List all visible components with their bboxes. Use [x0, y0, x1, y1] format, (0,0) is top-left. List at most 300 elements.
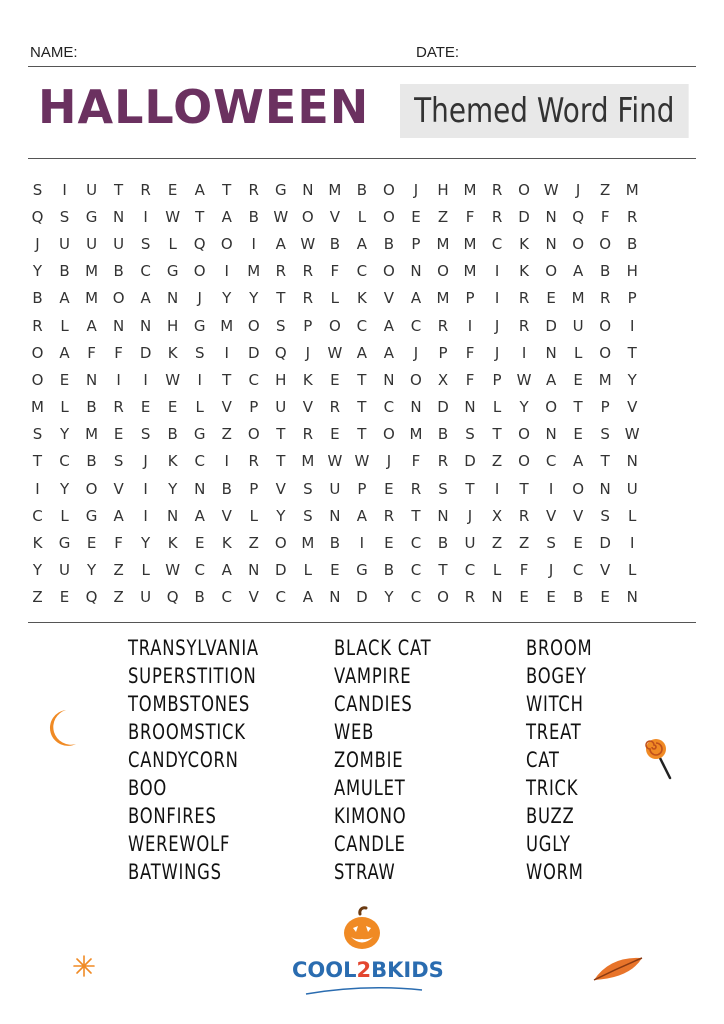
grid-cell: R [599, 289, 611, 308]
grid-cell: Q [193, 234, 206, 253]
word-list-item: CANDLE [334, 832, 406, 856]
grid-cell: I [629, 316, 635, 335]
grid-cell: D [437, 398, 449, 417]
grid-cell: I [521, 343, 527, 362]
grid-cell: R [383, 506, 395, 525]
word-list-item: BATWINGS [128, 860, 222, 884]
word-list-item: TREAT [526, 720, 582, 744]
grid-cell: T [222, 180, 232, 199]
grid-cell: J [386, 452, 392, 471]
grid-cell: Y [32, 561, 43, 580]
grid-cell: C [59, 452, 70, 471]
grid-cell: A [221, 561, 232, 580]
grid-cell: E [194, 534, 205, 553]
grid-cell: B [437, 534, 449, 553]
grid-cell: C [572, 561, 584, 580]
grid-cell: R [491, 180, 503, 199]
grid-cell: D [464, 452, 476, 471]
star-icon [72, 954, 96, 978]
word-list-item: UGLY [526, 832, 571, 856]
grid-cell: O [31, 370, 44, 389]
grid-cell: M [625, 180, 639, 199]
grid-cell: E [59, 370, 70, 389]
grid-cell: Z [437, 207, 449, 226]
grid-cell: E [140, 398, 151, 417]
grid-cell: I [224, 262, 229, 281]
grid-cell: E [546, 289, 556, 308]
grid-cell: R [518, 506, 530, 525]
grid-cell: Q [274, 343, 287, 362]
grid-top-divider [28, 158, 696, 159]
grid-cell: R [518, 316, 530, 335]
grid-cell: O [437, 262, 449, 281]
grid-cell: D [599, 534, 611, 553]
grid-cell: M [85, 425, 99, 444]
grid-cell: C [410, 561, 422, 580]
moon-icon [46, 708, 80, 748]
grid-cell: M [85, 289, 99, 308]
grid-cell: T [222, 370, 232, 389]
grid-cell: A [545, 370, 557, 389]
grid-cell: S [600, 425, 610, 444]
grid-cell: F [465, 370, 475, 389]
header-line [28, 66, 696, 67]
grid-cell: O [85, 479, 98, 498]
word-list-item: ZOMBIE [334, 748, 404, 772]
grid-cell: S [465, 425, 475, 444]
grid-cell: U [86, 180, 98, 199]
grid-cell: L [141, 561, 150, 580]
grid-cell: O [31, 343, 44, 362]
grid-cell: H [167, 316, 179, 335]
grid-cell: S [140, 425, 151, 444]
grid-cell: M [301, 452, 315, 471]
grid-cell: T [276, 289, 286, 308]
grid-cell: M [247, 262, 261, 281]
grid-cell: F [330, 262, 340, 281]
grid-cell: B [86, 398, 97, 417]
grid-cell: E [573, 534, 583, 553]
word-list-item: TOMBSTONES [128, 692, 251, 716]
grid-cell: T [357, 370, 367, 389]
grid-row [24, 339, 700, 366]
grid-cell: O [545, 262, 558, 281]
grid-cell: Q [166, 588, 179, 607]
word-list-item: BOO [128, 776, 168, 800]
grid-cell: C [194, 452, 205, 471]
grid-cell: C [383, 398, 395, 417]
word-list-item: WEREWOLF [128, 832, 231, 856]
word-list-item: WORM [526, 860, 584, 884]
grid-row [24, 285, 700, 312]
word-list-column-3 [526, 634, 611, 886]
grid-cell: F [465, 207, 475, 226]
grid-cell: B [59, 262, 70, 281]
grid-cell: N [626, 452, 638, 471]
grid-cell: O [383, 180, 395, 199]
grid-cell: N [140, 316, 152, 335]
grid-cell: V [383, 289, 395, 308]
grid-cell: C [356, 262, 368, 281]
grid-cell: B [437, 425, 449, 444]
word-list-item: BROOMSTICK [128, 720, 246, 744]
grid-cell: W [516, 370, 532, 389]
grid-cell: R [626, 207, 638, 226]
grid-cell: V [600, 561, 611, 580]
grid-cell: T [276, 452, 286, 471]
grid-cell: Y [249, 289, 259, 308]
grid-cell: M [571, 289, 585, 308]
grid-cell: O [220, 234, 233, 253]
word-list-item: VAMPIRE [334, 664, 412, 688]
grid-cell: E [519, 588, 529, 607]
grid-cell: I [143, 207, 148, 226]
grid-cell: N [545, 207, 557, 226]
grid-cell: Y [141, 534, 151, 553]
grid-cell: X [437, 370, 449, 389]
grid-cell: Z [113, 588, 124, 607]
word-list-item: WEB [334, 720, 375, 744]
grid-cell: S [438, 479, 448, 498]
grid-cell: I [35, 479, 40, 498]
grid-cell: C [410, 588, 422, 607]
word-list-item: TRICK [526, 776, 579, 800]
grid-row [24, 176, 700, 203]
word-list-item: AMULET [334, 776, 406, 800]
grid-cell: W [543, 180, 559, 199]
grid-cell: A [86, 316, 97, 335]
grid-cell: E [330, 561, 340, 580]
grid-cell: B [356, 180, 368, 199]
grid-cell: S [194, 343, 205, 362]
grid-row [24, 230, 700, 257]
grid-cell: N [194, 479, 206, 498]
grid-cell: W [327, 452, 343, 471]
grid-cell: J [143, 452, 148, 471]
grid-cell: L [303, 561, 312, 580]
grid-cell: M [301, 534, 315, 553]
grid-cell: Y [627, 370, 637, 389]
grid-cell: U [626, 479, 638, 498]
grid-cell: A [59, 289, 70, 308]
word-list-item: KIMONO [334, 804, 407, 828]
grid-cell: I [494, 289, 500, 308]
grid-cell: G [193, 316, 206, 335]
grid-cell: N [599, 479, 611, 498]
grid-cell: N [112, 316, 125, 335]
grid-cell: L [628, 506, 637, 525]
grid-cell: U [59, 234, 71, 253]
grid-cell: F [411, 452, 421, 471]
grid-cell: C [410, 534, 422, 553]
grid-row [24, 394, 700, 421]
grid-cell: Y [276, 506, 286, 525]
word-list-column-1 [128, 634, 296, 886]
grid-cell: B [248, 207, 259, 226]
grid-cell: I [251, 234, 256, 253]
grid-cell: C [194, 561, 205, 580]
grid-cell: K [167, 452, 178, 471]
grid-cell: O [383, 207, 395, 226]
grid-cell: N [167, 289, 179, 308]
grid-cell: U [140, 588, 152, 607]
grid-cell: V [221, 506, 232, 525]
grid-cell: M [436, 289, 450, 308]
grid-cell: L [492, 398, 502, 417]
grid-cell: T [438, 561, 448, 580]
grid-cell: E [167, 180, 178, 199]
grid-cell: R [437, 452, 449, 471]
grid-cell: G [85, 506, 98, 525]
grid-cell: Z [518, 534, 530, 553]
grid-cell: D [247, 343, 260, 362]
grid-cell: I [629, 534, 635, 553]
grid-cell: I [197, 370, 202, 389]
grid-cell: B [167, 425, 178, 444]
logo-swoosh-icon [304, 984, 424, 998]
word-list-item: TRANSYLVANIA [128, 636, 259, 660]
grid-cell: S [113, 452, 124, 471]
grid-cell: I [548, 479, 554, 498]
grid-cell: R [302, 262, 314, 281]
pumpkin-icon [342, 906, 382, 952]
grid-cell: S [140, 234, 151, 253]
grid-cell: T [492, 425, 502, 444]
grid-cell: J [575, 180, 581, 199]
grid-cell: I [62, 180, 67, 199]
grid-cell: M [463, 262, 477, 281]
grid-cell: S [59, 207, 70, 226]
grid-cell: R [248, 180, 259, 199]
grid-cell: N [329, 588, 341, 607]
grid-cell: R [140, 180, 151, 199]
grid-cell: I [116, 370, 121, 389]
grid-cell: K [356, 289, 367, 308]
grid-cell: N [383, 370, 395, 389]
grid-cell: D [275, 561, 287, 580]
grid-cell: W [165, 207, 181, 226]
grid-cell: V [329, 207, 340, 226]
grid-cell: C [32, 506, 43, 525]
grid-row [24, 502, 700, 529]
grid-cell: T [357, 398, 367, 417]
grid-cell: Y [519, 398, 529, 417]
grid-cell: N [329, 506, 341, 525]
grid-cell: C [464, 561, 476, 580]
grid-cell: B [194, 588, 205, 607]
word-list-item: BONFIRES [128, 804, 217, 828]
grid-cell: O [518, 425, 530, 444]
grid-cell: U [464, 534, 476, 553]
grid-cell: A [356, 506, 368, 525]
grid-cell: S [32, 425, 43, 444]
grid-cell: M [463, 234, 477, 253]
grid-cell: A [302, 588, 313, 607]
grid-cell: Q [85, 588, 98, 607]
leaf-icon [590, 952, 646, 986]
word-list-item: BOGEY [526, 664, 587, 688]
grid-row [24, 203, 700, 230]
grid-cell: V [275, 479, 286, 498]
grid-cell: U [113, 234, 125, 253]
grid-cell: R [464, 588, 476, 607]
grid-cell: T [411, 506, 421, 525]
grid-cell: M [85, 262, 99, 281]
grid-cell: T [357, 425, 367, 444]
grid-cell: F [600, 207, 610, 226]
grid-cell: W [165, 370, 181, 389]
logo-text-part3: BKIDS [371, 958, 444, 982]
grid-cell: O [383, 425, 395, 444]
grid-cell: B [32, 289, 43, 308]
date-label: DATE: [416, 44, 460, 61]
lollipop-icon [644, 738, 674, 780]
grid-row [24, 258, 700, 285]
grid-cell: E [573, 370, 583, 389]
grid-cell: I [143, 479, 148, 498]
grid-cell: E [573, 425, 583, 444]
grid-cell: M [220, 316, 234, 335]
grid-cell: A [383, 316, 395, 335]
grid-cell: O [410, 370, 422, 389]
grid-cell: N [545, 234, 557, 253]
logo-text-part1: COOL [292, 958, 357, 982]
grid-row [24, 448, 700, 475]
grid-cell: M [598, 370, 612, 389]
grid-cell: L [357, 207, 367, 226]
grid-row [24, 529, 700, 556]
grid-cell: J [35, 234, 40, 253]
grid-cell: J [413, 343, 419, 362]
word-list-item: SUPERSTITION [128, 664, 257, 688]
grid-cell: N [302, 180, 314, 199]
grid-cell: Z [248, 534, 259, 553]
grid-cell: A [59, 343, 70, 362]
grid-cell: J [413, 180, 419, 199]
grid-cell: T [465, 479, 475, 498]
grid-cell: O [383, 262, 395, 281]
word-list-item: WITCH [526, 692, 584, 716]
grid-cell: C [410, 316, 422, 335]
grid-cell: N [410, 398, 422, 417]
grid-cell: S [546, 534, 556, 553]
grid-cell: T [32, 452, 43, 471]
grid-cell: O [518, 452, 530, 471]
grid-cell: A [275, 234, 286, 253]
grid-cell: G [193, 425, 206, 444]
grid-cell: A [194, 180, 205, 199]
grid-cell: G [274, 180, 287, 199]
grid-cell: Z [221, 425, 232, 444]
grid-cell: T [573, 398, 583, 417]
grid-cell: R [329, 398, 341, 417]
grid-cell: Y [384, 588, 394, 607]
grid-cell: U [86, 234, 98, 253]
grid-cell: Y [168, 479, 178, 498]
grid-cell: O [599, 343, 612, 362]
grid-cell: E [59, 588, 70, 607]
grid-cell: E [86, 534, 97, 553]
grid-cell: T [600, 452, 610, 471]
grid-cell: J [197, 289, 202, 308]
grid-cell: E [167, 398, 178, 417]
grid-cell: C [140, 262, 151, 281]
grid-cell: G [356, 561, 368, 580]
grid-cell: I [224, 343, 229, 362]
grid-cell: A [221, 207, 232, 226]
grid-cell: C [491, 234, 503, 253]
grid-cell: L [573, 343, 583, 362]
grid-cell: N [491, 588, 503, 607]
grid-cell: K [32, 534, 43, 553]
grid-cell: N [410, 262, 422, 281]
grid-row [24, 557, 700, 584]
grid-cell: O [572, 479, 585, 498]
grid-cell: U [59, 561, 71, 580]
grid-cell: C [248, 370, 259, 389]
word-list-item: CANDIES [334, 692, 413, 716]
grid-cell: R [302, 425, 314, 444]
grid-cell: T [114, 180, 124, 199]
grid-cell: P [411, 234, 421, 253]
grid-cell: J [548, 561, 554, 580]
grid-cell: U [572, 316, 584, 335]
grid-cell: S [303, 479, 313, 498]
grid-cell: N [545, 425, 557, 444]
grid-cell: M [436, 234, 450, 253]
grid-cell: R [437, 316, 449, 335]
grid-cell: R [275, 262, 287, 281]
grid-cell: W [300, 234, 316, 253]
word-list-item: CAT [526, 748, 560, 772]
grid-cell: S [32, 180, 43, 199]
grid-cell: K [167, 534, 178, 553]
grid-cell: Z [600, 180, 611, 199]
grid-cell: G [58, 534, 71, 553]
grid-cell: R [491, 207, 503, 226]
grid-cell: E [384, 479, 394, 498]
grid-cell: B [572, 588, 584, 607]
grid-cell: P [600, 398, 610, 417]
word-list-item: STRAW [334, 860, 396, 884]
grid-cell: Q [31, 207, 44, 226]
word-list-item: BUZZ [526, 804, 575, 828]
grid-cell: W [327, 343, 343, 362]
grid-cell: H [275, 370, 287, 389]
grid-cell: N [437, 506, 449, 525]
grid-cell: J [494, 343, 500, 362]
grid-cell: Z [32, 588, 43, 607]
grid-cell: O [328, 316, 341, 335]
grid-cell: E [330, 370, 340, 389]
grid-cell: I [143, 370, 148, 389]
grid-cell: P [249, 479, 259, 498]
grid-cell: G [166, 262, 179, 281]
grid-cell: F [519, 561, 529, 580]
grid-cell: L [249, 506, 258, 525]
grid-cell: C [545, 452, 557, 471]
grid-cell: W [354, 452, 370, 471]
grid-cell: B [329, 234, 340, 253]
grid-bottom-divider [28, 622, 696, 623]
grid-cell: Y [59, 479, 70, 498]
grid-cell: T [195, 207, 205, 226]
grid-cell: P [627, 289, 637, 308]
grid-cell: N [545, 343, 557, 362]
grid-cell: A [383, 343, 395, 362]
grid-cell: P [465, 289, 475, 308]
grid-cell: K [519, 234, 529, 253]
